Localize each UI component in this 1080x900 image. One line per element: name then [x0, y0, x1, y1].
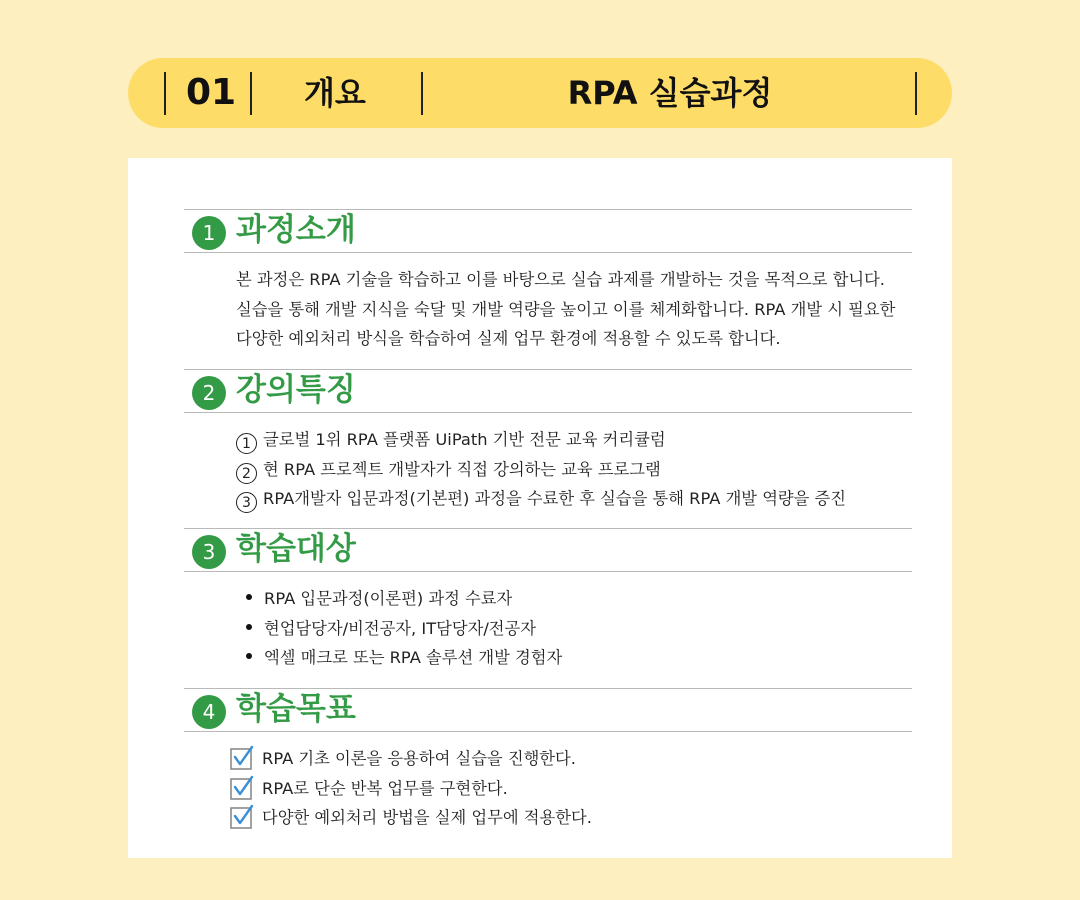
- section-title: 과정소개: [236, 212, 356, 248]
- paragraph-line: 실습을 통해 개발 지식을 숙달 및 개발 역량을 높이고 이를 체계화합니다. RPA 개발 시 필요한: [236, 299, 896, 319]
- section-title: 학습목표: [236, 691, 356, 727]
- checkbox-check-icon: [230, 745, 254, 771]
- bullet-icon: [246, 594, 252, 600]
- section-number-badge: 4: [192, 695, 226, 729]
- list-item-text: RPA 입문과정(이론편) 과정 수료자: [264, 589, 513, 608]
- list-item-text: RPA 기초 이론을 응용하여 실습을 진행한다.: [262, 749, 576, 768]
- page-title: RPA 실습과정: [567, 74, 773, 112]
- list-item-text: RPA개발자 입문과정(기본편) 과정을 수료한 후 실습을 통해 RPA 개발 역량을 증진: [263, 489, 847, 508]
- list-item-text: 엑셀 매크로 또는 RPA 솔루션 개발 경험자: [264, 648, 563, 667]
- chapter-number: 01: [186, 72, 237, 113]
- section-number-badge: 1: [192, 216, 226, 250]
- section-header: [184, 688, 912, 732]
- section-header: [184, 369, 912, 413]
- section-features: [184, 369, 912, 514]
- list-item: [236, 455, 912, 485]
- list-item-text: 글로벌 1위 RPA 플랫폼 UiPath 기반 전문 교육 커리큘럼: [263, 430, 666, 449]
- content-card: [128, 158, 952, 858]
- list-item-text: 현업담당자/비전공자, IT담당자/전공자: [264, 618, 536, 638]
- circled-number-icon: 3: [236, 492, 257, 513]
- goal-list: [230, 744, 912, 833]
- list-item: [236, 643, 912, 673]
- section-number-badge: 3: [192, 535, 226, 569]
- section-overview: [184, 209, 912, 354]
- list-item: [236, 584, 912, 614]
- list-item-text: 다양한 예외처리 방법을 실제 업무에 적용한다.: [262, 808, 592, 827]
- bullet-icon: [246, 624, 252, 630]
- section-title: 강의특징: [236, 372, 356, 408]
- list-item-text: 현 RPA 프로젝트 개발자가 직접 강의하는 교육 프로그램: [263, 459, 661, 479]
- checkbox-check-icon: [230, 775, 254, 801]
- divider: [164, 72, 166, 115]
- section-number-badge: 2: [192, 376, 226, 410]
- list-item: [230, 774, 912, 804]
- circled-number-icon: 2: [236, 463, 257, 484]
- section-header: [184, 209, 912, 253]
- paragraph-line: 본 과정은 RPA 기술을 학습하고 이를 바탕으로 실습 과제를 개발하는 것을 목적으로 합니다.: [236, 270, 885, 289]
- list-item: [230, 744, 912, 774]
- section-audience: [184, 528, 912, 673]
- list-item-text: RPA로 단순 반복 업무를 구현한다.: [262, 778, 508, 798]
- chapter-label: 개요: [304, 74, 366, 112]
- section-goals: [184, 688, 912, 833]
- list-item: [230, 803, 912, 833]
- list-item: [236, 484, 912, 514]
- circled-number-icon: 1: [236, 433, 257, 454]
- section-paragraph: [236, 265, 916, 354]
- divider: [250, 72, 252, 115]
- divider: [915, 72, 917, 115]
- audience-list: [236, 584, 912, 673]
- list-item: [236, 425, 912, 455]
- bullet-icon: [246, 653, 252, 659]
- feature-list: [236, 425, 912, 514]
- divider: [421, 72, 423, 115]
- paragraph-line: 다양한 예외처리 방식을 학습하여 실제 업무 환경에 적용할 수 있도록 합니다.: [236, 329, 781, 348]
- section-header: [184, 528, 912, 572]
- section-title: 학습대상: [236, 531, 356, 567]
- header-bar: [128, 58, 952, 128]
- checkbox-check-icon: [230, 804, 254, 830]
- list-item: [236, 614, 912, 644]
